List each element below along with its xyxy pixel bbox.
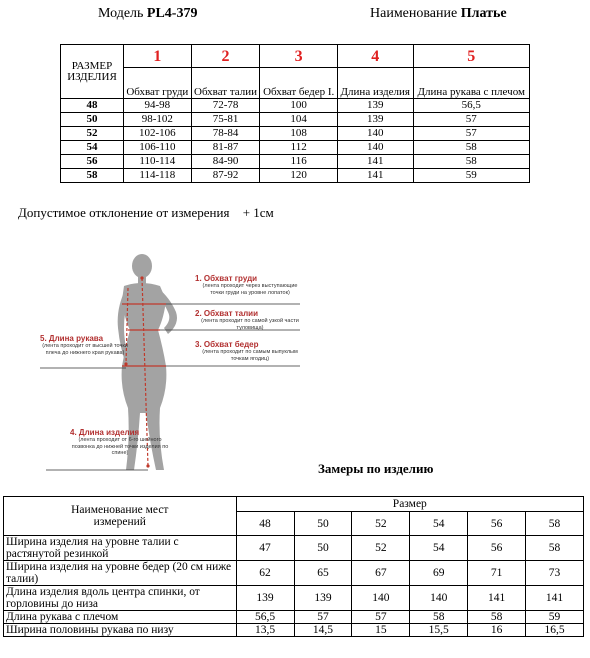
value-cell: 110-114 bbox=[124, 155, 192, 169]
value-cell: 78-84 bbox=[191, 127, 260, 141]
measurement-value: 141 bbox=[468, 586, 526, 611]
size-cell: 48 bbox=[61, 99, 124, 113]
figure-label-hips bbox=[195, 340, 305, 362]
measurement-value: 57 bbox=[294, 611, 352, 624]
figure-label-chest bbox=[195, 274, 305, 296]
size-row bbox=[61, 113, 530, 127]
figure-label-note: (лента проходит от 6-го шейного позвонка до нижней точки изделия по спине) bbox=[71, 437, 169, 456]
size-row bbox=[61, 127, 530, 141]
column-number: 5 bbox=[413, 45, 529, 68]
value-cell: 56,5 bbox=[413, 99, 529, 113]
measurement-value: 56 bbox=[468, 536, 526, 561]
tolerance-note bbox=[18, 205, 274, 221]
value-cell: 112 bbox=[260, 141, 338, 155]
figure-label-sleeve bbox=[40, 334, 130, 356]
size-row bbox=[61, 155, 530, 169]
model-label: Модель bbox=[98, 6, 144, 21]
size-column-header: 56 bbox=[468, 512, 526, 536]
measurement-value: 54 bbox=[410, 536, 468, 561]
measurement-value: 15 bbox=[352, 624, 410, 637]
figure-label-title: 1. Обхват груди bbox=[195, 274, 258, 283]
value-cell: 104 bbox=[260, 113, 338, 127]
size-cell: 52 bbox=[61, 127, 124, 141]
column-header: Обхват бедер I. bbox=[260, 68, 338, 99]
measurement-value: 73 bbox=[526, 561, 584, 586]
measurement-value: 140 bbox=[352, 586, 410, 611]
measurement-value: 47 bbox=[236, 536, 294, 561]
tolerance-value: + 1см bbox=[242, 205, 274, 220]
measurement-value: 52 bbox=[352, 536, 410, 561]
value-cell: 98-102 bbox=[124, 113, 192, 127]
value-cell: 57 bbox=[413, 127, 529, 141]
measurement-name: Ширина половины рукава по низу bbox=[4, 624, 237, 637]
measurement-value: 16 bbox=[468, 624, 526, 637]
size-cell: 56 bbox=[61, 155, 124, 169]
name-label: Наименование bbox=[370, 6, 458, 21]
measurement-value: 58 bbox=[468, 611, 526, 624]
size-row bbox=[61, 141, 530, 155]
model-code: PL4-379 bbox=[146, 6, 198, 21]
figure-label-waist bbox=[195, 309, 305, 331]
size-column-header: 48 bbox=[236, 512, 294, 536]
column-header: Длина рукава с плечом bbox=[413, 68, 529, 99]
measurement-value: 69 bbox=[410, 561, 468, 586]
measurement-value: 67 bbox=[352, 561, 410, 586]
value-cell: 100 bbox=[260, 99, 338, 113]
figure-label-title: 5. Длина рукава bbox=[40, 334, 104, 343]
figure-label-note: (лента проходит через выступающие точки груди на уровне лопаток) bbox=[202, 283, 298, 296]
measurement-name: Ширина изделия на уровне бедер (20 см ниже талии) bbox=[4, 561, 237, 586]
measurement-value: 139 bbox=[294, 586, 352, 611]
value-cell: 120 bbox=[260, 169, 338, 183]
value-cell: 106-110 bbox=[124, 141, 192, 155]
measurement-row bbox=[4, 536, 584, 561]
value-cell: 116 bbox=[260, 155, 338, 169]
column-header: Длина изделия bbox=[337, 68, 413, 99]
size-cell: 58 bbox=[61, 169, 124, 183]
value-cell: 75-81 bbox=[191, 113, 260, 127]
value-cell: 84-90 bbox=[191, 155, 260, 169]
measurement-name: Длина изделия вдоль центра спинки, от горловины до низа bbox=[4, 586, 237, 611]
measurements-table bbox=[3, 496, 584, 637]
size-cell: 50 bbox=[61, 113, 124, 127]
measurement-name: Длина рукава с плечом bbox=[4, 611, 237, 624]
column-header: Обхват талии bbox=[191, 68, 260, 99]
measurement-name-header bbox=[4, 497, 237, 536]
measurement-row bbox=[4, 611, 584, 624]
value-cell: 140 bbox=[337, 141, 413, 155]
value-cell: 139 bbox=[337, 99, 413, 113]
size-cell: 54 bbox=[61, 141, 124, 155]
measurement-value: 58 bbox=[526, 536, 584, 561]
model-heading bbox=[98, 6, 197, 22]
size-row bbox=[61, 99, 530, 113]
value-cell: 114-118 bbox=[124, 169, 192, 183]
measurement-value: 141 bbox=[526, 586, 584, 611]
measurement-value: 15,5 bbox=[410, 624, 468, 637]
measurement-value: 58 bbox=[410, 611, 468, 624]
measurement-row bbox=[4, 586, 584, 611]
measurements-title: Замеры по изделию bbox=[318, 461, 434, 476]
value-cell: 58 bbox=[413, 155, 529, 169]
measurement-row bbox=[4, 561, 584, 586]
name-heading bbox=[370, 6, 507, 22]
measurement-value: 59 bbox=[526, 611, 584, 624]
value-cell: 141 bbox=[337, 155, 413, 169]
column-header: Обхват груди bbox=[124, 68, 192, 99]
size-header: РАЗМЕР ИЗДЕЛИЯ bbox=[67, 59, 117, 83]
value-cell: 87-92 bbox=[191, 169, 260, 183]
name-value: Платье bbox=[460, 6, 507, 21]
size-row bbox=[61, 169, 530, 183]
value-cell: 94-98 bbox=[124, 99, 192, 113]
measurement-value: 13,5 bbox=[236, 624, 294, 637]
measurement-value: 57 bbox=[352, 611, 410, 624]
figure-label-note: (лента проходит по самой узкой части туловища) bbox=[201, 318, 299, 331]
figure-label-title: 3. Обхват бедер bbox=[195, 340, 259, 349]
size-column-header: 50 bbox=[294, 512, 352, 536]
measurement-value: 140 bbox=[410, 586, 468, 611]
figure-label-title: 2. Обхват талии bbox=[195, 309, 258, 318]
value-cell: 59 bbox=[413, 169, 529, 183]
measurement-row bbox=[4, 624, 584, 637]
size-column-header: 54 bbox=[410, 512, 468, 536]
measurement-value: 56,5 bbox=[236, 611, 294, 624]
size-column-header: 52 bbox=[352, 512, 410, 536]
value-cell: 140 bbox=[337, 127, 413, 141]
size-table bbox=[60, 44, 530, 183]
measurement-value: 62 bbox=[236, 561, 294, 586]
size-column-header: 58 bbox=[526, 512, 584, 536]
column-number: 2 bbox=[191, 45, 260, 68]
tolerance-text: Допустимое отклонение от измерения bbox=[18, 205, 230, 220]
figure-label-note: (лента проходит от высшей точки плеча до нижнего края рукава) bbox=[42, 343, 128, 356]
figure-label-length bbox=[70, 428, 170, 457]
value-cell: 81-87 bbox=[191, 141, 260, 155]
measurement-value: 65 bbox=[294, 561, 352, 586]
value-cell: 141 bbox=[337, 169, 413, 183]
figure-label-note: (лента проходит по самым выпуклым точкам ягодиц) bbox=[202, 349, 298, 362]
value-cell: 102-106 bbox=[124, 127, 192, 141]
size-header-cell bbox=[61, 45, 124, 99]
value-cell: 58 bbox=[413, 141, 529, 155]
measurement-name: Ширина изделия на уровне талии с растянутой резинкой bbox=[4, 536, 237, 561]
column-number: 4 bbox=[337, 45, 413, 68]
figure-label-title: 4. Длина изделия bbox=[70, 428, 140, 437]
value-cell: 108 bbox=[260, 127, 338, 141]
value-cell: 57 bbox=[413, 113, 529, 127]
value-cell: 72-78 bbox=[191, 99, 260, 113]
measurement-value: 139 bbox=[236, 586, 294, 611]
measurement-value: 16,5 bbox=[526, 624, 584, 637]
measurement-value: 50 bbox=[294, 536, 352, 561]
measurement-name-header-text: Наименование мест измерений bbox=[71, 504, 169, 528]
measurement-value: 14,5 bbox=[294, 624, 352, 637]
column-number: 1 bbox=[124, 45, 192, 68]
column-number: 3 bbox=[260, 45, 338, 68]
size-group-header: Размер bbox=[236, 497, 583, 512]
measurement-value: 71 bbox=[468, 561, 526, 586]
value-cell: 139 bbox=[337, 113, 413, 127]
